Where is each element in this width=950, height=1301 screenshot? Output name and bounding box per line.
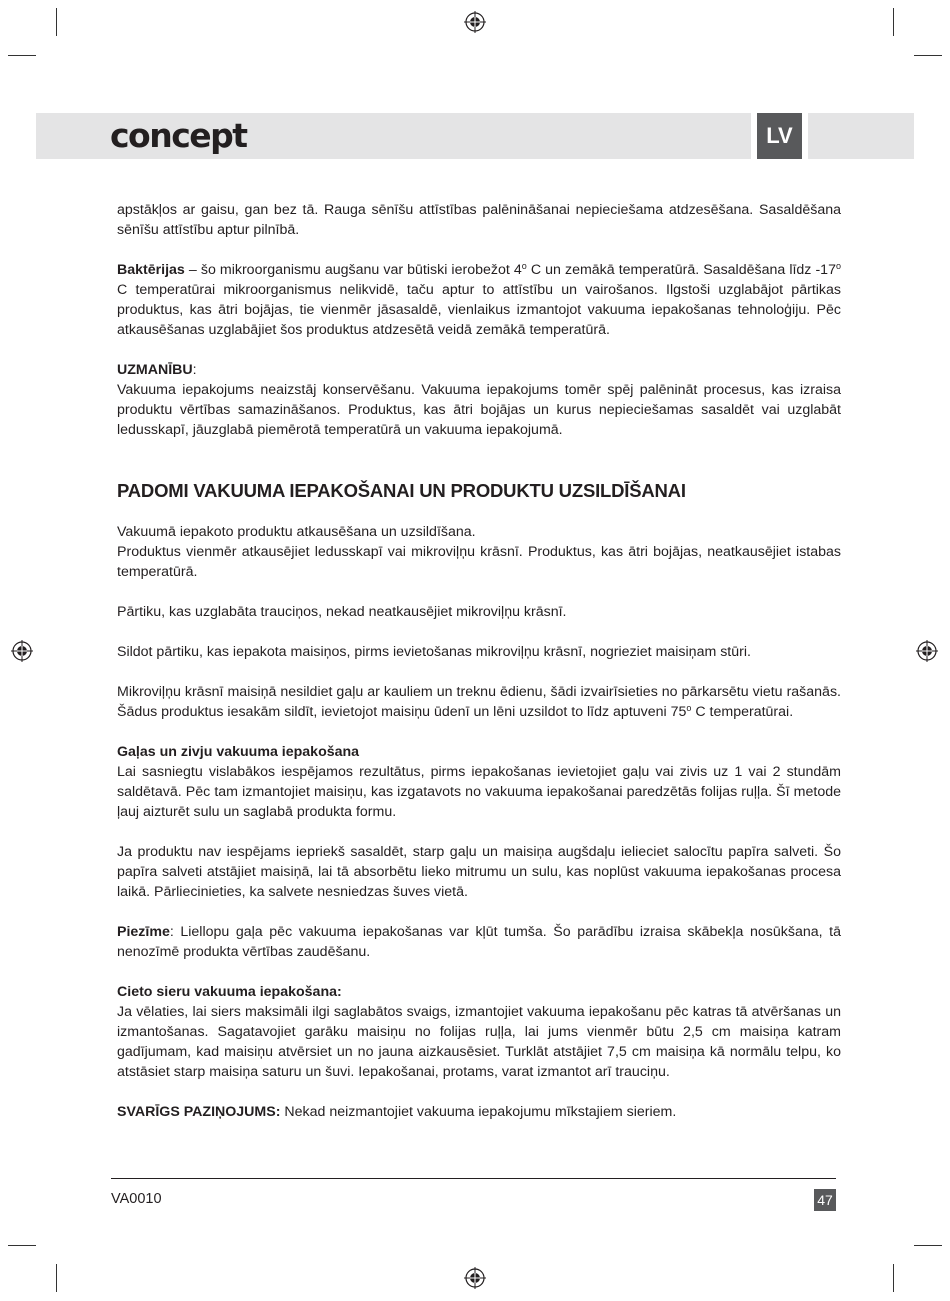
- section-title: PADOMI VAKUUMA IEPAKOŠANAI UN PRODUKTU UZSILDĪŠANAI: [117, 480, 686, 501]
- header-bar-right: [808, 113, 914, 159]
- paragraph-microwave: Mikroviļņu krāsnī maisiņā nesildiet gaļu ar kauliem un treknu ēdienu, šādi izvairīsieties no pārkarsētu vietu rašanās. Šādus produktus iesakām sildīt, ievietojot maisiņu ūdenī un lēni uzsildot to līdz aptuveni 75$^o$ C temperatūrai.: [117, 684, 841, 720]
- registration-mark-icon: [464, 11, 486, 33]
- registration-mark-icon: [464, 1267, 486, 1289]
- paragraph-containers: Pārtiku, kas uzglabāta trauciņos, nekad neatkausējiet mikroviļņu krāsnī.: [117, 604, 567, 620]
- crop-mark: [893, 8, 894, 36]
- paragraph-thaw: Produktus vienmēr atkausējiet ledusskapī vai mikroviļņu krāsnī. Produktus, kas ātri bojājas, neatkausējiet istabas temperatūrā.: [117, 544, 841, 580]
- caution-heading: UZMANĪBU:: [117, 362, 197, 378]
- registration-mark-icon: [11, 640, 33, 662]
- model-number: VA0010: [111, 1191, 162, 1207]
- language-badge: LV: [757, 113, 802, 159]
- crop-mark: [56, 8, 57, 36]
- cheese-heading: Cieto sieru vakuuma iepakošana:: [117, 984, 342, 1000]
- paragraph-meat: Lai sasniegtu vislabākos iespējamos rezultātus, pirms iepakošanas ievietojiet gaļu vai zivis uz 1 vai 2 stundām saldētavā. Pēc tam izmantojiet maisiņu, kas izgatavots no vakuuma iepakošanai paredzētās folijas ruļļa. Šī metode ļauj aizturēt sulu un saglabā produkta formu.: [117, 764, 841, 820]
- bacteria-label: Baktērijas: [117, 262, 185, 278]
- crop-mark: [56, 1264, 57, 1292]
- paragraph-bacteria: Baktērijas – šo mikroorganismu augšanu var būtiski ierobežot 4$^o$ C un zemākā temperatūrā. Sasaldēšana līdz -17$^o$ C temperatūrai mikroorganismus nelikvidē, taču aptur to attīstību un vairošanos. Ilgstoši uzglabājot pārtikas produktus, kas ātri bojājas, tie vienmēr jāsasaldē, vienlaikus izmantojot vakuuma iepakošanas tehnoloģiju. Pēc atkausēšanas uzglabājiet šos produktus atdzesētā veidā zemākā temperatūrā.: [117, 261, 841, 338]
- paragraph-bags: Sildot pārtiku, kas iepakota maisiņos, pirms ievietošanas mikroviļņu krāsnī, nogrieziet maisiņam stūri.: [117, 644, 751, 660]
- paragraph-napkin: Ja produktu nav iespējams iepriekš sasaldēt, starp gaļu un maisiņa augšdaļu ielieciet salocītu papīra salveti. Šo papīra salveti atstājiet maisiņā, lai tā absorbētu lieko mitrumu un sulu, kas noplūst vakuuma iepakošanas procesa laikā. Pārliecinieties, ka salvete nesniedzas šuves vietā.: [117, 844, 841, 900]
- paragraph-thaw-intro: Vakuumā iepakoto produktu atkausēšana un uzsildīšana.: [117, 524, 476, 540]
- paragraph-caution: Vakuuma iepakojums neaizstāj konservēšanu. Vakuuma iepakojums tomēr spēj palēnināt procesus, kas izraisa produktu vērtības samazināšanos. Produktus, kas ātri bojājas un kurus nepieciešamas sasaldēt vai uzglabāt ledusskapī, jāuzglabā piemērotā temperatūrā un vakuuma iepakojumā.: [117, 382, 841, 438]
- brand-logo: concept: [110, 116, 247, 155]
- crop-mark: [893, 1264, 894, 1292]
- crop-mark: [8, 55, 36, 56]
- paragraph-cheese: Ja vēlaties, lai siers maksimāli ilgi saglabātos svaigs, izmantojiet vakuuma iepakošanu pēc katras tā atvēršanas un izmantošanas. Sagatavojiet garāku maisiņu no folijas ruļļa, lai jums vienmēr būtu 2,5 cm maisiņa katram gadījumam, kad maisiņu atvērsiet un no jauna aizkausēsiet. Turklāt atstājiet 7,5 cm maisiņa kā normālu telpu, ko atstāsiet starp maisiņa saturu un šuvi. Iepakošanai, protams, varat izmantot arī trauciņu.: [117, 1004, 841, 1080]
- crop-mark: [914, 55, 942, 56]
- registration-mark-icon: [916, 640, 938, 662]
- document-body: [117, 200, 841, 1122]
- crop-mark: [914, 1245, 942, 1246]
- meat-heading: Gaļas un zivju vakuuma iepakošana: [117, 744, 360, 760]
- paragraph-yeast: apstākļos ar gaisu, gan bez tā. Rauga sēnīšu attīstības palēnināšanai nepieciešama atdzesēšana. Sasaldēšana sēnīšu attīstību aptur pilnībā.: [117, 202, 841, 238]
- footer-divider: [111, 1178, 836, 1179]
- paragraph-important: SVARĪGS PAZIŅOJUMS: Nekad neizmantojiet vakuuma iepakojumu mīkstajiem sieriem.: [117, 1104, 677, 1120]
- page-number: 47: [814, 1189, 836, 1211]
- crop-mark: [8, 1245, 36, 1246]
- paragraph-note: Piezīme: Liellopu gaļa pēc vakuuma iepakošanas var kļūt tumša. Šo parādību izraisa skābekļa nosūkšana, tā nenozīmē produkta vērtības zaudēšanu.: [117, 924, 841, 960]
